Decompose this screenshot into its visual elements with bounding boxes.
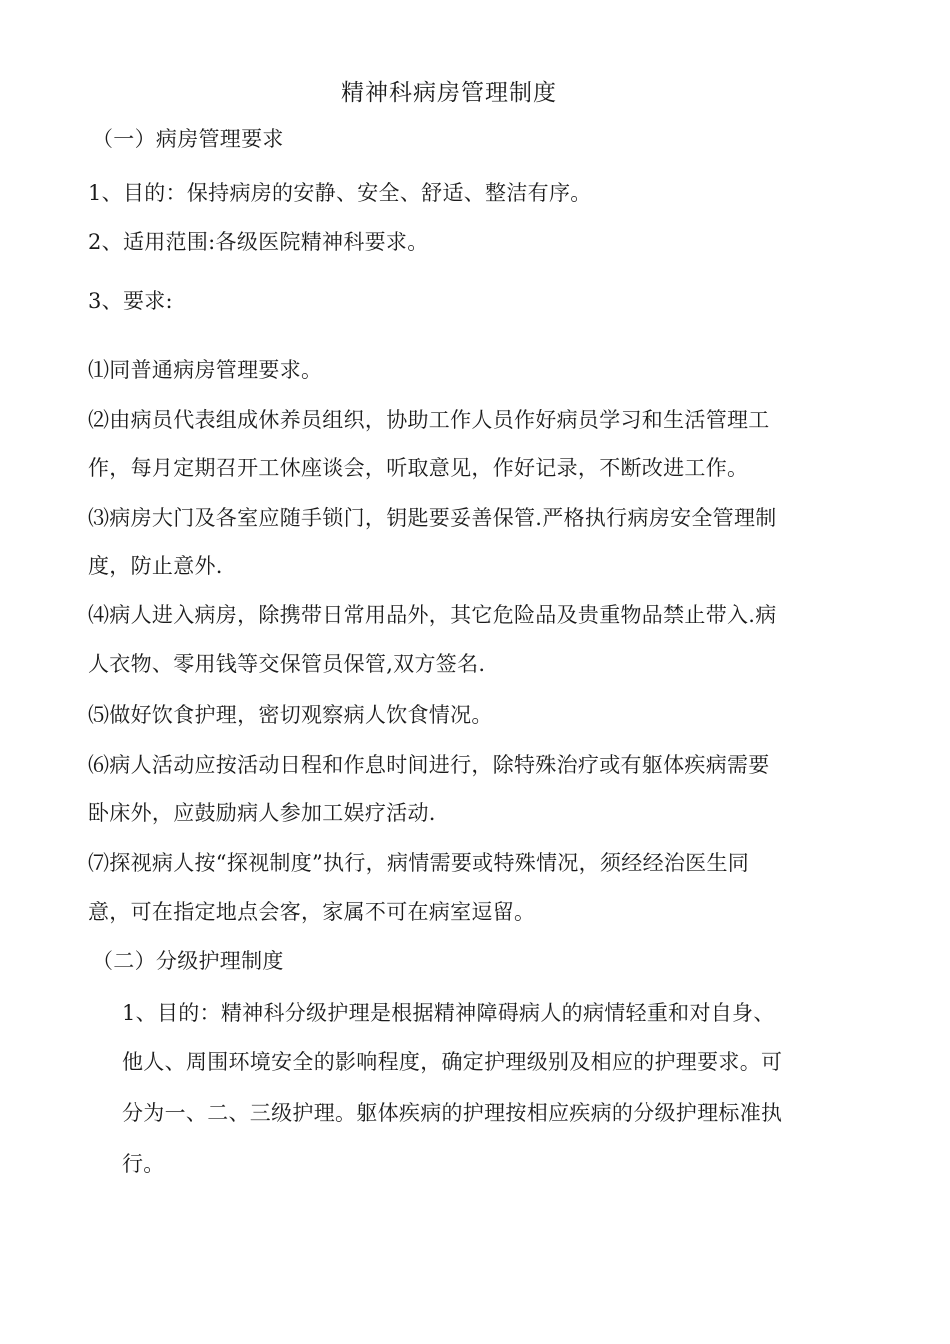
section1-item-2: 2、适用范围:各级医院精神科要求。 <box>88 230 429 254</box>
section-heading-2: （二）分级护理制度 <box>92 949 284 973</box>
requirement-7-line-1: ⑺探视病人按“探视制度”执行，病情需要或特殊情况，须经经治医生同 <box>88 851 750 875</box>
requirement-3-line-1: ⑶病房大门及各室应随手锁门，钥匙要妥善保管.严格执行病房安全管理制 <box>88 506 777 530</box>
requirement-4-line-1: ⑷病人进入病房，除携带日常用品外，其它危险品及贵重物品禁止带入.病 <box>88 603 777 627</box>
section1-item-1: 1、目的：保持病房的安静、安全、舒适、整洁有序。 <box>88 181 592 205</box>
requirement-6-line-1: ⑹病人活动应按活动日程和作息时间进行，除特殊治疗或有躯体疾病需要 <box>88 753 770 777</box>
section2-item-1-line-2: 他人、周围环境安全的影响程度，确定护理级别及相应的护理要求。可 <box>122 1050 783 1074</box>
section2-item-1-line-4: 行。 <box>122 1152 165 1176</box>
requirement-2-line-2: 作，每月定期召开工休座谈会，听取意见，作好记录，不断改进工作。 <box>88 456 749 480</box>
requirement-6-line-2: 卧床外，应鼓励病人参加工娱疗活动. <box>88 801 436 825</box>
section1-item-3: 3、要求: <box>88 289 173 313</box>
section-heading-1: （一）病房管理要求 <box>92 127 284 151</box>
requirement-2-line-1: ⑵由病员代表组成休养员组织，协助工作人员作好病员学习和生活管理工 <box>88 408 770 432</box>
requirement-5-line-1: ⑸做好饮食护理，密切观察病人饮食情况。 <box>88 703 493 727</box>
document-title: 精神科病房管理制度 <box>341 80 557 106</box>
requirement-7-line-2: 意，可在指定地点会客，家属不可在病室逗留。 <box>88 900 536 924</box>
requirement-1-line-1: ⑴同普通病房管理要求。 <box>88 358 323 382</box>
requirement-3-line-2: 度，防止意外. <box>88 554 223 578</box>
section2-item-1-line-1: 1、目的：精神科分级护理是根据精神障碍病人的病情轻重和对自身、 <box>122 1001 775 1025</box>
section2-item-1-line-3: 分为一、二、三级护理。躯体疾病的护理按相应疾病的分级护理标准执 <box>122 1101 783 1125</box>
requirement-4-line-2: 人衣物、零用钱等交保管员保管,双方签名. <box>88 652 486 676</box>
